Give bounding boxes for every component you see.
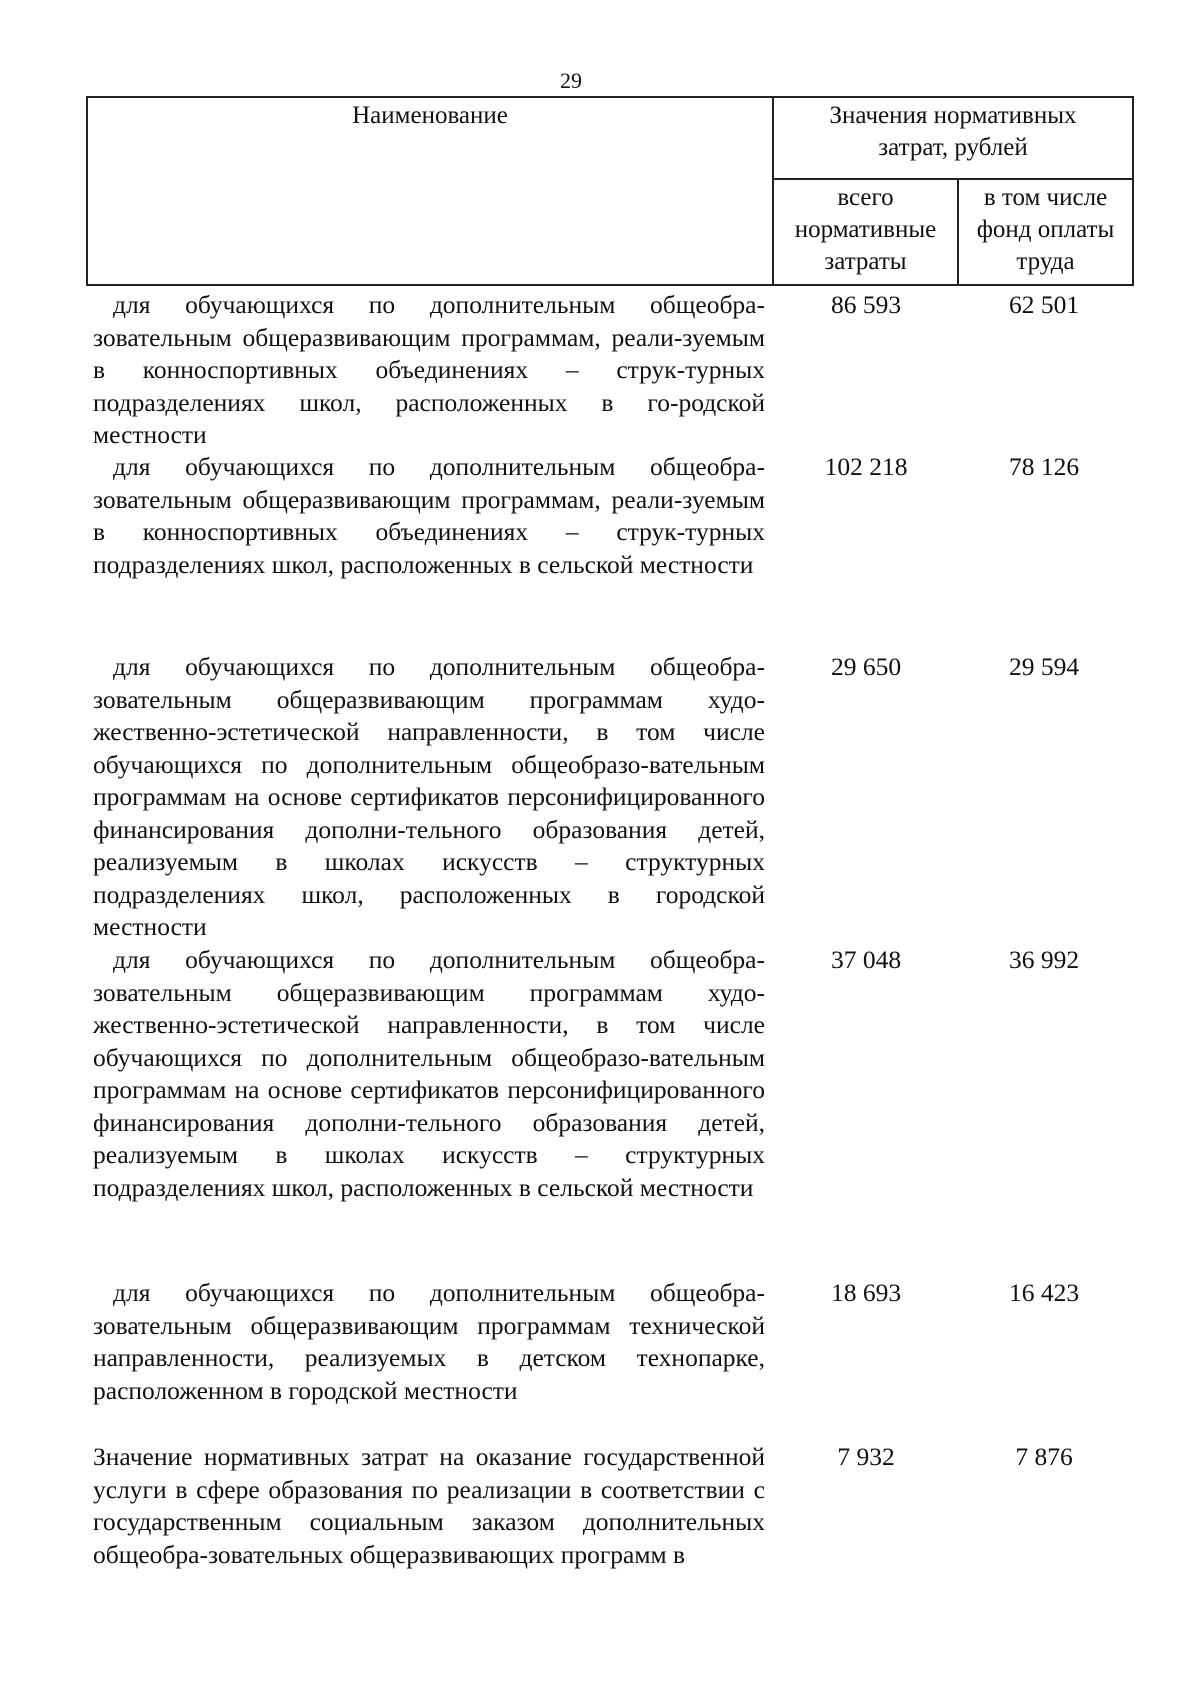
column-header-total: всего нормативные затраты [773, 179, 958, 285]
row-total: 102 218 [824, 452, 908, 481]
row-name: для обучающихся по дополнительным общеобра-зовательным общеразвивающим программам, реали-зуемым в конноспортивных объединениях – струк-турных подразделениях школ, расположенных в го-родской местности [93, 290, 765, 449]
row-fund: 7 876 [1015, 1442, 1073, 1471]
row-name: для обучающихся по дополнительным общеобра-зовательным общеразвивающим программам, реали-зуемым в конноспортивных объединениях – струк-турных подразделениях школ, расположенных в сельской местности [93, 452, 765, 579]
row-fund: 16 423 [1008, 1278, 1080, 1307]
row-name: для обучающихся по дополнительным общеобра-зовательным общеразвивающим программам худо-жественно-эстетической направленности, в том числе обучающихся по дополнительным общеобразо-вательным программам на основе сертификатов персонифицированного финансирования дополни-тельного образования детей, реализуемым в школах искусств – структурных подразделениях школ, расположенных в городской местности [93, 652, 765, 941]
row-fund: 29 594 [1008, 652, 1080, 681]
column-header-values: Значения нормативных затрат, рублей [773, 97, 1133, 179]
table-header [86, 96, 1134, 286]
row-fund: 78 126 [1008, 452, 1080, 481]
row-total: 18 693 [830, 1278, 902, 1307]
row-total: 7 932 [837, 1442, 895, 1471]
row-total: 86 593 [830, 290, 902, 319]
page-number: 29 [560, 68, 582, 93]
row-name: для обучающихся по дополнительным общеобра-зовательным общеразвивающим программам худо-жественно-эстетической направленности, в том числе обучающихся по дополнительным общеобразо-вательным программам на основе сертификатов персонифицированного финансирования дополни-тельного образования детей, реализуемым в школах искусств – структурных подразделениях школ, расположенных в сельской местности [93, 945, 765, 1202]
column-header-fund: в том числе фонд оплаты труда [958, 179, 1133, 285]
row-fund: 62 501 [1008, 290, 1080, 319]
column-header-name: Наименование [87, 97, 773, 285]
row-name: Значение нормативных затрат на оказание государственной услуги в сфере образования по реализации в соответствии с государственным социальным заказом дополнительных общеобра-зовательных общеразвивающих программ в [93, 1442, 765, 1569]
row-total: 29 650 [830, 652, 902, 681]
row-fund: 36 992 [1008, 945, 1080, 974]
row-name: для обучающихся по дополнительным общеобра-зовательным общеразвивающим программам технической направленности, реализуемых в детском технопарке, расположенном в городской местности [93, 1278, 765, 1405]
row-total: 37 048 [830, 945, 902, 974]
